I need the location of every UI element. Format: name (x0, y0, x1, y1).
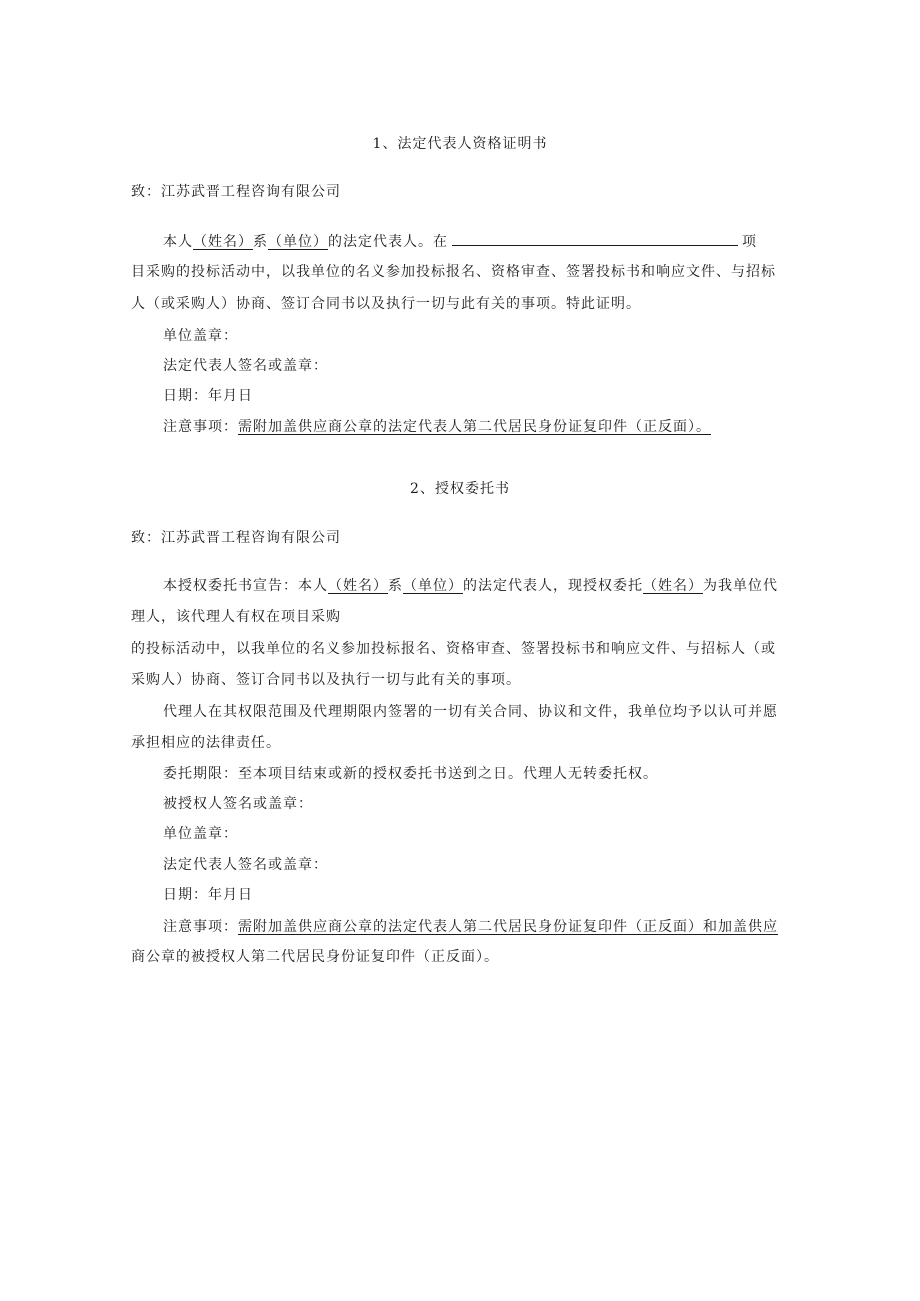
section2-para2-line1: 代理人在其权限范围及代理期限内签署的一切有关合同、协议和文件，我单位均予以认可并愿 (163, 704, 778, 720)
unit-placeholder: （单位） (403, 578, 463, 594)
note-label: 注意事项： (163, 919, 238, 935)
section1-rep-sign: 法定代表人签名或盖章： (163, 358, 328, 374)
text: 系 (253, 234, 268, 250)
text: 本授权委托书宣告：本人 (163, 578, 328, 594)
section1-para1-line1 (163, 231, 757, 251)
note-text: 需附加盖供应商公章的法定代表人第二代居民身份证复印件（正反面）。 (238, 419, 711, 435)
section2-para1-line2: 理人，该代理人有权在项目采购 (131, 609, 341, 625)
section1-para1-line2: 目采购的投标活动中，以我单位的名义参加投标报名、资格审查、签署投标书和响应文件、与招标 (131, 264, 776, 280)
section2-note-line1 (163, 918, 778, 936)
project-name-blank (452, 231, 738, 246)
agent-name-placeholder: （姓名） (643, 578, 703, 594)
unit-placeholder: （单位） (268, 234, 328, 250)
text: 的法定代表人。在 (328, 234, 448, 250)
text: 的法定代表人，现授权委托 (463, 578, 643, 594)
name-placeholder: （姓名） (193, 234, 253, 250)
text: 系 (388, 578, 403, 594)
text: 项 (742, 234, 757, 250)
note-text: 需附加盖供应商公章的法定代表人第二代居民身份证复印件（正反面）和加盖供应 (238, 919, 778, 935)
section2-para1-line1 (163, 577, 778, 595)
section2-agent-sign: 被授权人签名或盖章： (163, 796, 313, 812)
section2-date: 日期：年月日 (163, 887, 253, 903)
section1-date: 日期：年月日 (163, 388, 253, 404)
section2-note-line2: 商公章的被授权人第二代居民身份证复印件（正反面）。 (131, 949, 499, 965)
section1-para1-line3: 人（或采购人）协商、签订合同书以及执行一切与此有关的事项。特此证明。 (131, 296, 641, 312)
section2-para1-line3: 的投标活动中，以我单位的名义参加投标报名、资格审查、签署投标书和响应文件、与招标人（或 (131, 641, 776, 657)
section2-para1-line4: 采购人）协商、签订合同书以及执行一切与此有关的事项。 (131, 672, 521, 688)
section2-seal: 单位盖章： (163, 826, 238, 842)
section2-rep-sign: 法定代表人签名或盖章： (163, 857, 328, 873)
section2-title: 2、授权委托书 (410, 481, 510, 497)
section1-title: 1、法定代表人资格证明书 (372, 136, 548, 152)
section1-note (163, 418, 711, 436)
name-placeholder: （姓名） (328, 578, 388, 594)
section1-addressee: 致：江苏武晋工程咨询有限公司 (131, 184, 341, 200)
note-label: 注意事项： (163, 419, 238, 435)
section2-addressee: 致：江苏武晋工程咨询有限公司 (131, 530, 341, 546)
section2-para2-line2: 承担相应的法律责任。 (131, 735, 281, 751)
section2-term: 委托期限：至本项目结束或新的授权委托书送到之日。代理人无转委托权。 (163, 766, 658, 782)
text: 本人 (163, 234, 193, 250)
section1-seal: 单位盖章： (163, 328, 238, 344)
text: 为我单位代 (703, 578, 778, 594)
